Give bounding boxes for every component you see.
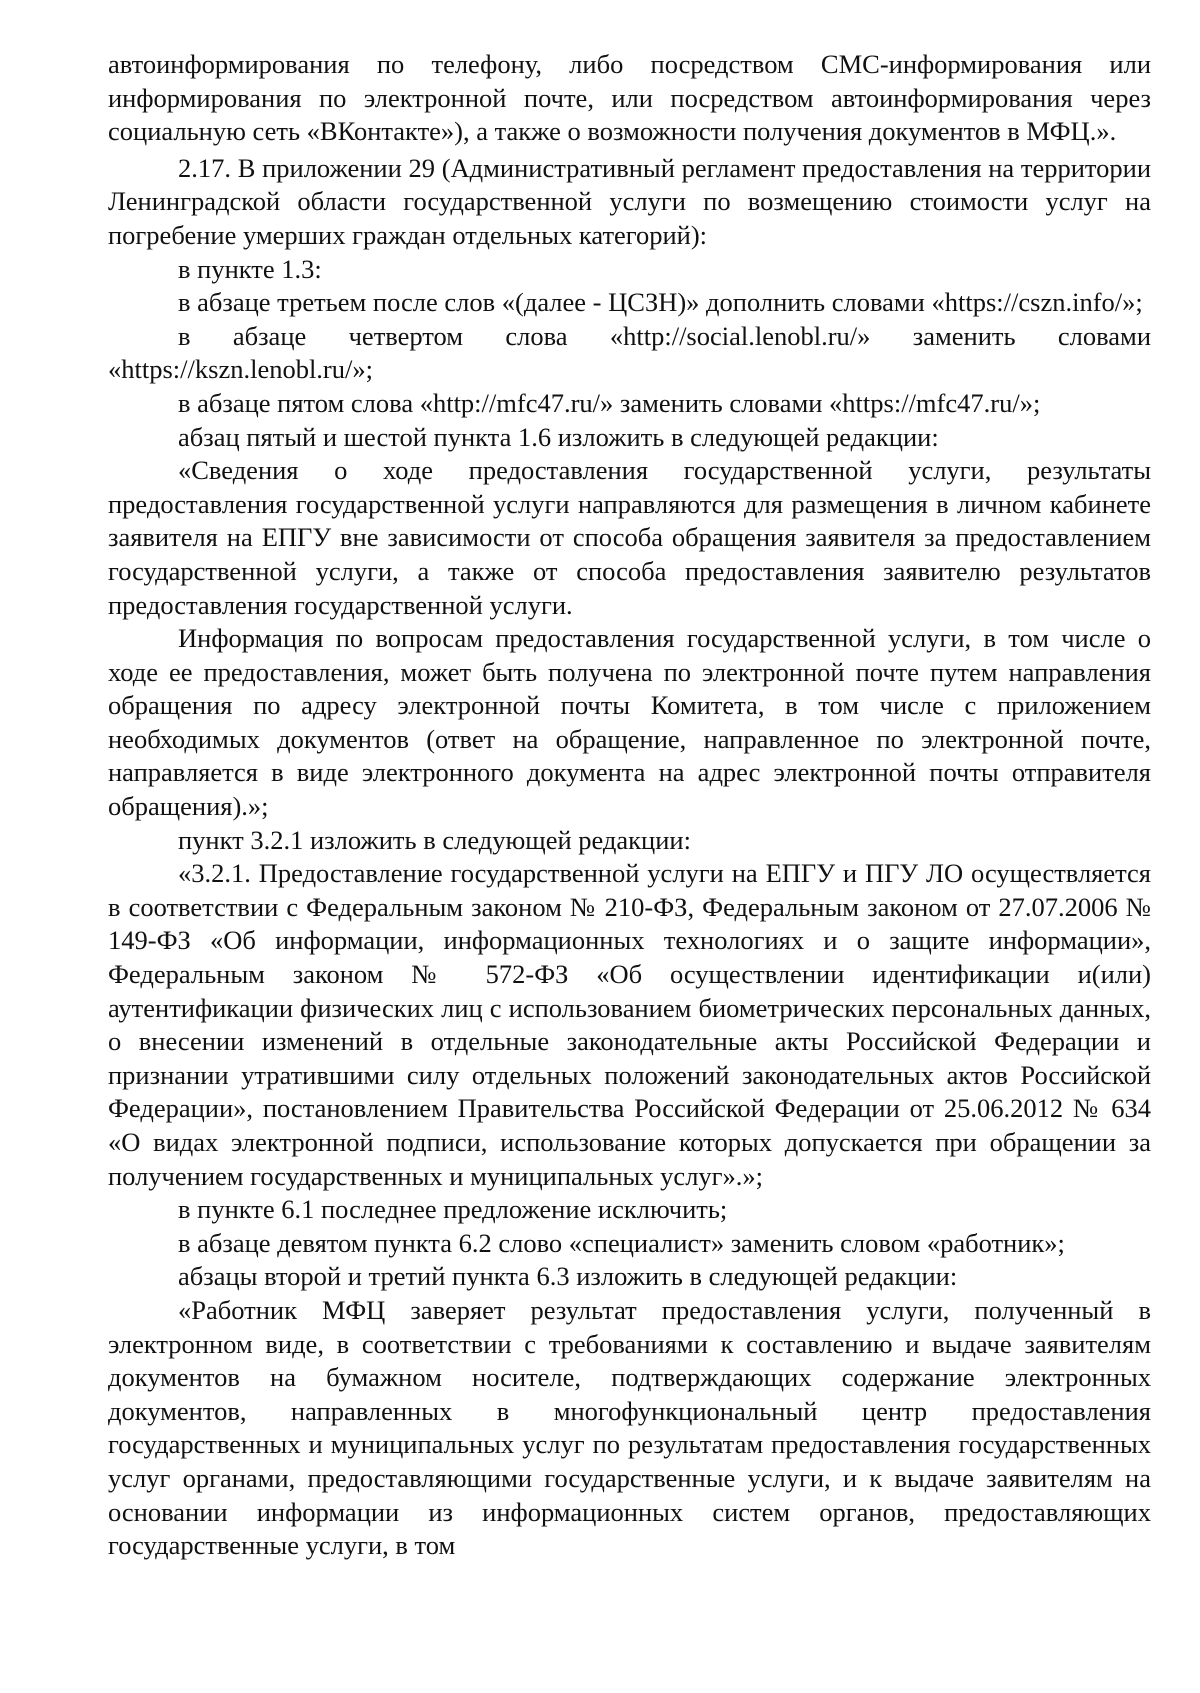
paragraph-clause-1-3: в пункте 1.3: <box>178 253 322 284</box>
paragraph-clause-3-2-1: пункт 3.2.1 изложить в следующей редакции: <box>178 824 691 855</box>
paragraph-abzac-5: в абзаце пятом слова «http://mfc47.ru/» заменить словами «https://mfc47.ru/»; <box>178 387 1041 418</box>
paragraph-quote-status: «Сведения о ходе предоставления государственной услуги, результаты предоставления государственной услуги направляются для размещения в личном кабинете заявителя на ЕПГУ вне зависимости от способа обращения заявителя за предоставлением государственной услуги, а также от способа предоставления заявителю результатов предоставления государственной услуги. <box>108 455 1151 620</box>
paragraph-abzac-3: в абзаце третьем после слов «(далее - ЦСЗН)» дополнить словами «https://cszn.info/»; <box>178 287 1143 318</box>
paragraph-item-2-17: 2.17. В приложении 29 (Административный регламент предоставления на территории Ленинградской области государственной услуги по возмещению стоимости услуг на погребение умерших граждан отдельных категорий): <box>108 152 1151 250</box>
document-page <box>108 48 1151 1563</box>
paragraph-clause-6-1: в пункте 6.1 последнее предложение исключить; <box>178 1194 728 1225</box>
paragraph-quote-3-2-1: «3.2.1. Предоставление государственной услуги на ЕПГУ и ПГУ ЛО осуществляется в соответствии с Федеральным законом № 210-ФЗ, Федеральным законом от 27.07.2006 № 149-ФЗ «Об информации, информационных технологиях и о защите информации», Федеральным законом № 572-ФЗ «Об осуществлении идентификации и(или) аутентификации физических лиц с использованием биометрических персональных данных, о внесении изменений в отдельные законодательные акты Российской Федерации и признании утратившими силу отдельных положений законодательных актов Российской Федерации», постановлением Правительства Российской Федерации от 25.06.2012 № 634 «О видах электронной подписи, использование которых допускается при обращении за получением государственных и муниципальных услуг».»; <box>108 858 1151 1191</box>
paragraph-clause-6-2: в абзаце девятом пункта 6.2 слово «специалист» заменить словом «работник»; <box>178 1227 1065 1258</box>
paragraph-clause-1-6: абзац пятый и шестой пункта 1.6 изложить в следующей редакции: <box>178 421 939 452</box>
paragraph-quote-mfc: «Работник МФЦ заверяет результат предоставления услуги, полученный в электронном виде, в соответствии с требованиями к составлению и выдаче заявителям документов на бумажном носителе, подтверждающих содержание электронных документов, направленных в многофункциональный центр предоставления государственных и муниципальных услуг по результатам предоставления государственных услуг органами, предоставляющими государственные услуги, и к выдаче заявителям на основании информации из информационных систем органов, предоставляющих государственные услуги, в том <box>108 1294 1151 1561</box>
paragraph-abzac-4: в абзаце четвертом слова «http://social.lenobl.ru/» заменить словами «https://kszn.lenobl.ru/»; <box>108 320 1151 385</box>
paragraph-clause-6-3: абзацы второй и третий пункта 6.3 изложить в следующей редакции: <box>178 1261 958 1292</box>
paragraph-continuation: автоинформирования по телефону, либо посредством СМС-информирования или информирования по электронной почте, или посредством автоинформирования через социальную сеть «ВКонтакте»), а также о возможности получения документов в МФЦ.». <box>108 49 1151 147</box>
paragraph-info-email: Информация по вопросам предоставления государственной услуги, в том числе о ходе ее предоставления, может быть получена по электронной почте путем направления обращения по адресу электронной почты Комитета, в том числе с приложением необходимых документов (ответ на обращение, направленное по электронной почте, направляется в виде электронного документа на адрес электронной почты отправителя обращения).»; <box>108 623 1151 822</box>
